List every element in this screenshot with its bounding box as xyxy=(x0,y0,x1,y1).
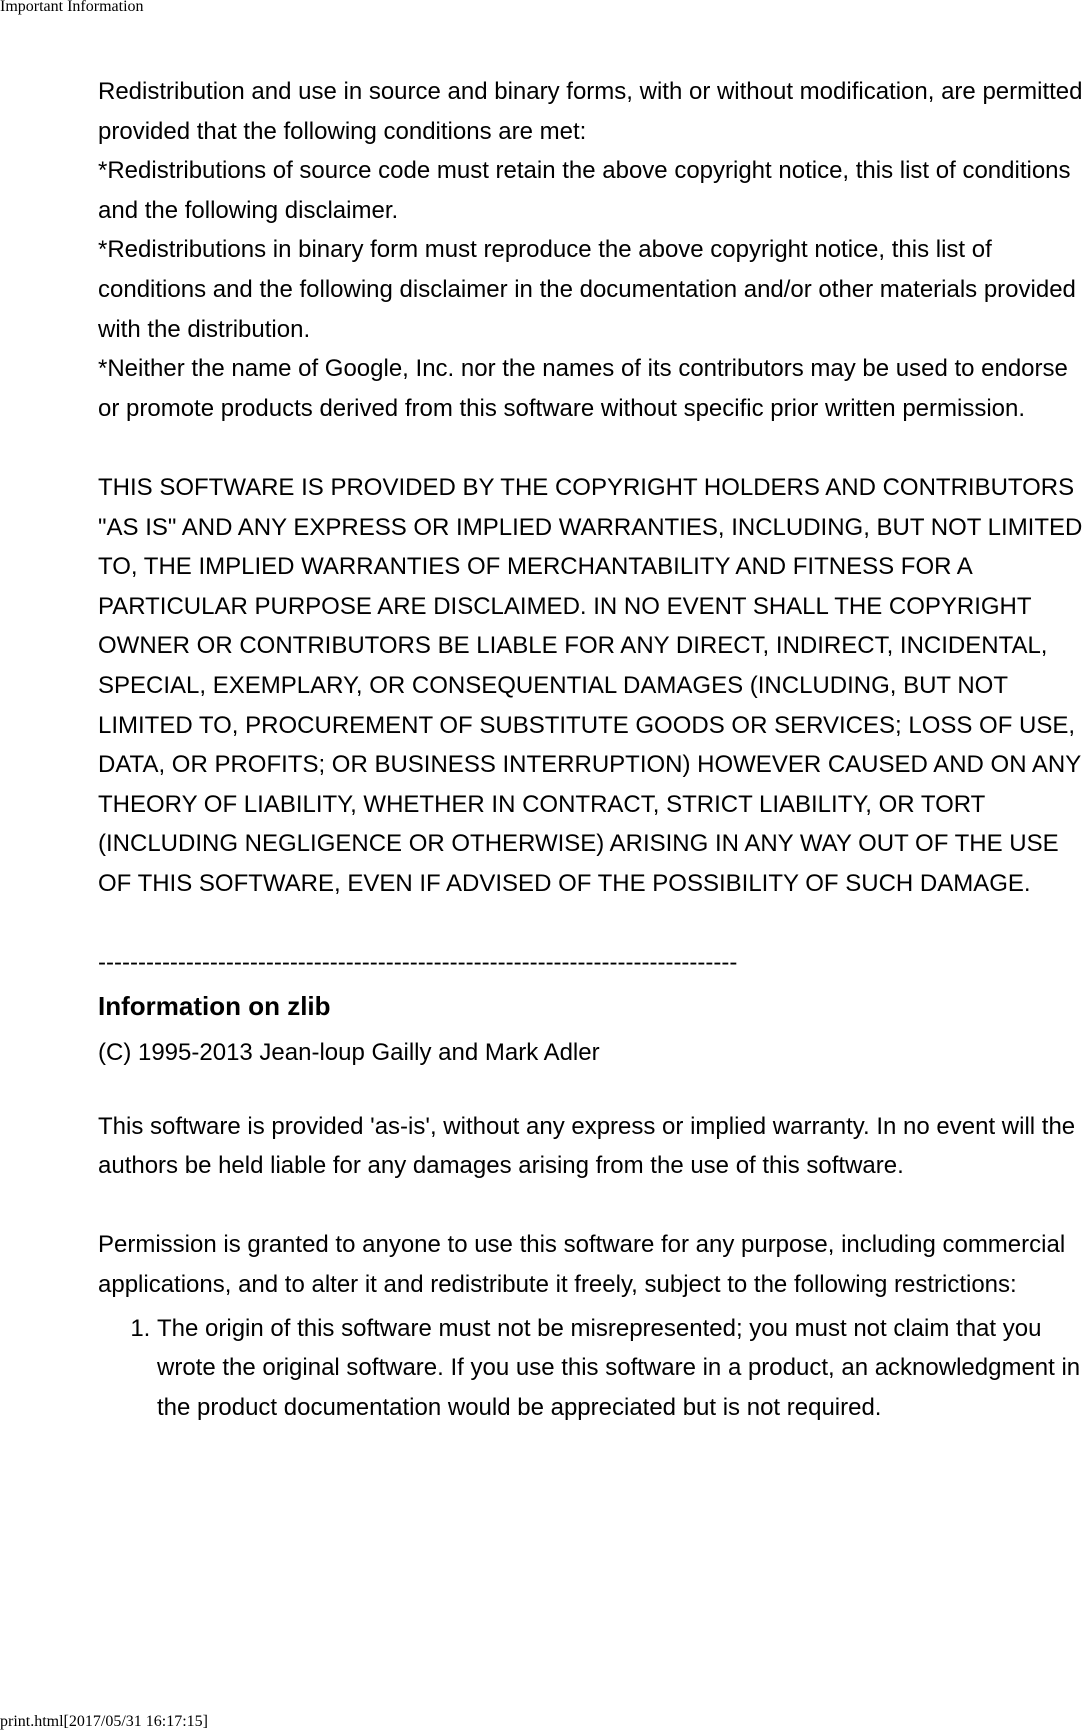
zlib-copyright: (C) 1995-2013 Jean-loup Gailly and Mark Adler xyxy=(98,1038,600,1066)
bsd-condition-endorse: *Neither the name of Google, Inc. nor the names of its contributors may be used to endorse or promote products derived from this software without specific prior written permission. xyxy=(98,355,1068,422)
bsd-condition-binary: *Redistributions in binary form must reproduce the above copyright notice, this list of conditions and the following disclaimer in the documentation and/or other materials provided with the distribution. xyxy=(98,236,1076,343)
bsd-license-intro: Redistribution and use in source and binary forms, with or without modification, are permitted provided that the following conditions are met: xyxy=(98,78,1083,145)
page-header-title: Important Information xyxy=(0,0,144,15)
zlib-restriction-item: 1. The origin of this software must not be misrepresented; you must not claim that you wrote the original software. If you use this software in a product, an acknowledgment in the product documentation would be appreciated but is not required. xyxy=(157,1309,1085,1428)
paragraph-spacer xyxy=(98,1186,1085,1226)
section-separator: -------------------------------------------------------------------------------- xyxy=(98,949,738,977)
zlib-warranty: This software is provided 'as-is', without any express or implied warranty. In no event will the authors be held liable for any damages arising from the use of this software. xyxy=(98,1112,1076,1180)
paragraph-spacer xyxy=(98,428,1085,468)
page-footer-source: print.html[2017/05/31 16:17:15] xyxy=(0,1713,208,1730)
paragraph-spacer xyxy=(98,1077,1085,1107)
bsd-condition-source: *Redistributions of source code must retain the above copyright notice, this list of conditions and the following disclaimer. xyxy=(98,157,1071,224)
document-body xyxy=(98,72,1085,1427)
paragraph-spacer xyxy=(98,903,1085,943)
zlib-permission: Permission is granted to anyone to use this software for any purpose, including commercial applications, and to alter it and redistribute it freely, subject to the following restrictions: xyxy=(98,1231,1066,1299)
zlib-heading: Information on zlib xyxy=(98,990,331,1021)
bsd-disclaimer: THIS SOFTWARE IS PROVIDED BY THE COPYRIGHT HOLDERS AND CONTRIBUTORS "AS IS" AND ANY EXPRESS OR IMPLIED WARRANTIES, INCLUDING, BUT NOT LIMITED TO, THE IMPLIED WARRANTIES OF MERCHANTABILITY AND FITNESS FOR A PARTICULAR PURPOSE ARE DISCLAIMED. IN NO EVENT SHALL THE COPYRIGHT OWNER OR CONTRIBUTORS BE LIABLE FOR ANY DIRECT, INDIRECT, INCIDENTAL, SPECIAL, EXEMPLARY, OR CONSEQUENTIAL DAMAGES (INCLUDING, BUT NOT LIMITED TO, PROCUREMENT OF SUBSTITUTE GOODS OR SERVICES; LOSS OF USE, DATA, OR PROFITS; OR BUSINESS INTERRUPTION) HOWEVER CAUSED AND ON ANY THEORY OF LIABILITY, WHETHER IN CONTRACT, STRICT LIABILITY, OR TORT (INCLUDING NEGLIGENCE OR OTHERWISE) ARISING IN ANY WAY OUT OF THE USE OF THIS SOFTWARE, EVEN IF ADVISED OF THE POSSIBILITY OF SUCH DAMAGE. xyxy=(98,473,1083,897)
zlib-restrictions-list xyxy=(98,1309,1085,1428)
